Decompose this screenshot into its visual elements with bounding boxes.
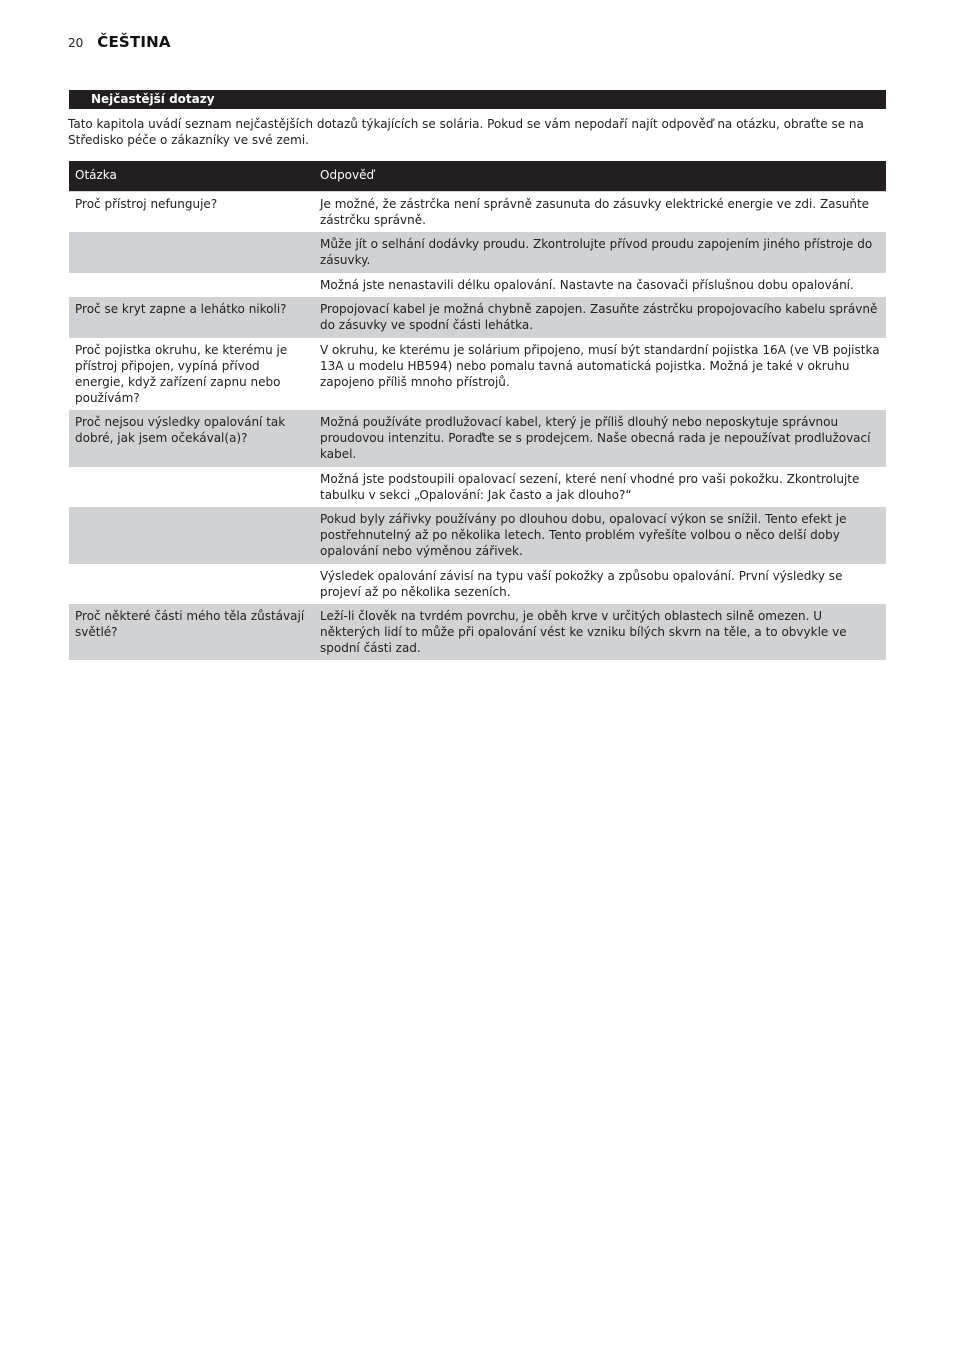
question-cell: Proč se kryt zapne a lehátko nikoli? — [75, 302, 287, 316]
table-row — [69, 467, 886, 508]
question-cell — [69, 467, 314, 508]
answer-cell: Pokud byly zářivky používány po dlouhou dobu, opalovací výkon se snížil. Tento efekt je postřehnutelný až po několika letech. Tento problém vyřešíte volbou o něco delší doby opalování nebo výměnou zářivek. — [320, 512, 847, 558]
table-row — [69, 273, 886, 298]
column-header-question: Otázka — [75, 168, 117, 182]
question-cell — [69, 273, 314, 298]
table-row — [69, 604, 886, 660]
answer-cell: Může jít o selhání dodávky proudu. Zkontrolujte přívod proudu zapojením jiného přístroje do zásuvky. — [320, 237, 873, 267]
answer-cell: Možná jste nenastavili délku opalování. Nastavte na časovači příslušnou dobu opalování. — [314, 273, 886, 298]
table-row — [69, 507, 886, 564]
faq-table — [69, 161, 886, 660]
table-row — [69, 338, 886, 411]
answer-cell: Leží-li člověk na tvrdém povrchu, je oběh krve v určitých oblastech silně omezen. U některých lidí to může při opalování vést ke vzniku bílých skvrn na těle, a to obvykle ve spodní části zad. — [320, 609, 847, 655]
question-cell: Proč některé části mého těla zůstávají světlé? — [75, 609, 305, 639]
question-cell: Proč přístroj nefunguje? — [69, 192, 314, 233]
column-header-answer: Odpověď — [320, 168, 375, 182]
answer-cell: Možná jste podstoupili opalovací sezení, které není vhodné pro vaši pokožku. Zkontrolujte tabulku v sekci „Opalování: Jak často a jak dlouho?“ — [314, 467, 886, 508]
question-cell: Proč pojistka okruhu, ke kterému je přístroj připojen, vypíná přívod energie, když zařízení zapnu nebo používám? — [69, 338, 314, 411]
language-heading: ČEŠTINA — [97, 33, 171, 51]
answer-cell: V okruhu, ke kterému je solárium připojeno, musí být standardní pojistka 16A (ve VB pojistka 13A u modelu HB594) nebo pomalu tavná automatická pojistka. Možná je také v okruhu zapojeno příliš mnoho přístrojů. — [314, 338, 886, 411]
answer-cell: Výsledek opalování závisí na typu vaší pokožky a způsobu opalování. První výsledky se projeví až po několika sezeních. — [314, 564, 886, 605]
table-row — [69, 410, 886, 467]
table-row — [69, 192, 886, 233]
table-row — [69, 232, 886, 273]
answer-cell: Propojovací kabel je možná chybně zapojen. Zasuňte zástrčku propojovacího kabelu správně do zásuvky ve spodní části lehátka. — [320, 302, 878, 332]
question-cell — [69, 564, 314, 605]
section-intro: Tato kapitola uvádí seznam nejčastějších dotazů týkajících se solária. Pokud se vám nepodaří najít odpověď na otázku, obraťte se na Středisko péče o zákazníky ve své zemi. — [68, 117, 864, 147]
page-header — [68, 33, 171, 51]
answer-cell: Možná používáte prodlužovací kabel, který je příliš dlouhý nebo neposkytuje správnou proudovou intenzitu. Poraďte se s prodejcem. Naše obecná rada je nepoužívat prodlužovací kabel. — [320, 415, 871, 461]
table-row — [69, 564, 886, 605]
question-cell: Proč nejsou výsledky opalování tak dobré, jak jsem očekával(a)? — [75, 415, 286, 445]
question-cell — [69, 507, 314, 564]
page-number: 20 — [68, 36, 84, 50]
table-row — [69, 297, 886, 338]
section-title: Nejčastější dotazy — [69, 90, 886, 109]
table-header-row — [69, 161, 886, 192]
answer-cell: Je možné, že zástrčka není správně zasunuta do zásuvky elektrické energie ve zdi. Zasuňte zástrčku správně. — [314, 192, 886, 233]
question-cell — [69, 232, 314, 273]
